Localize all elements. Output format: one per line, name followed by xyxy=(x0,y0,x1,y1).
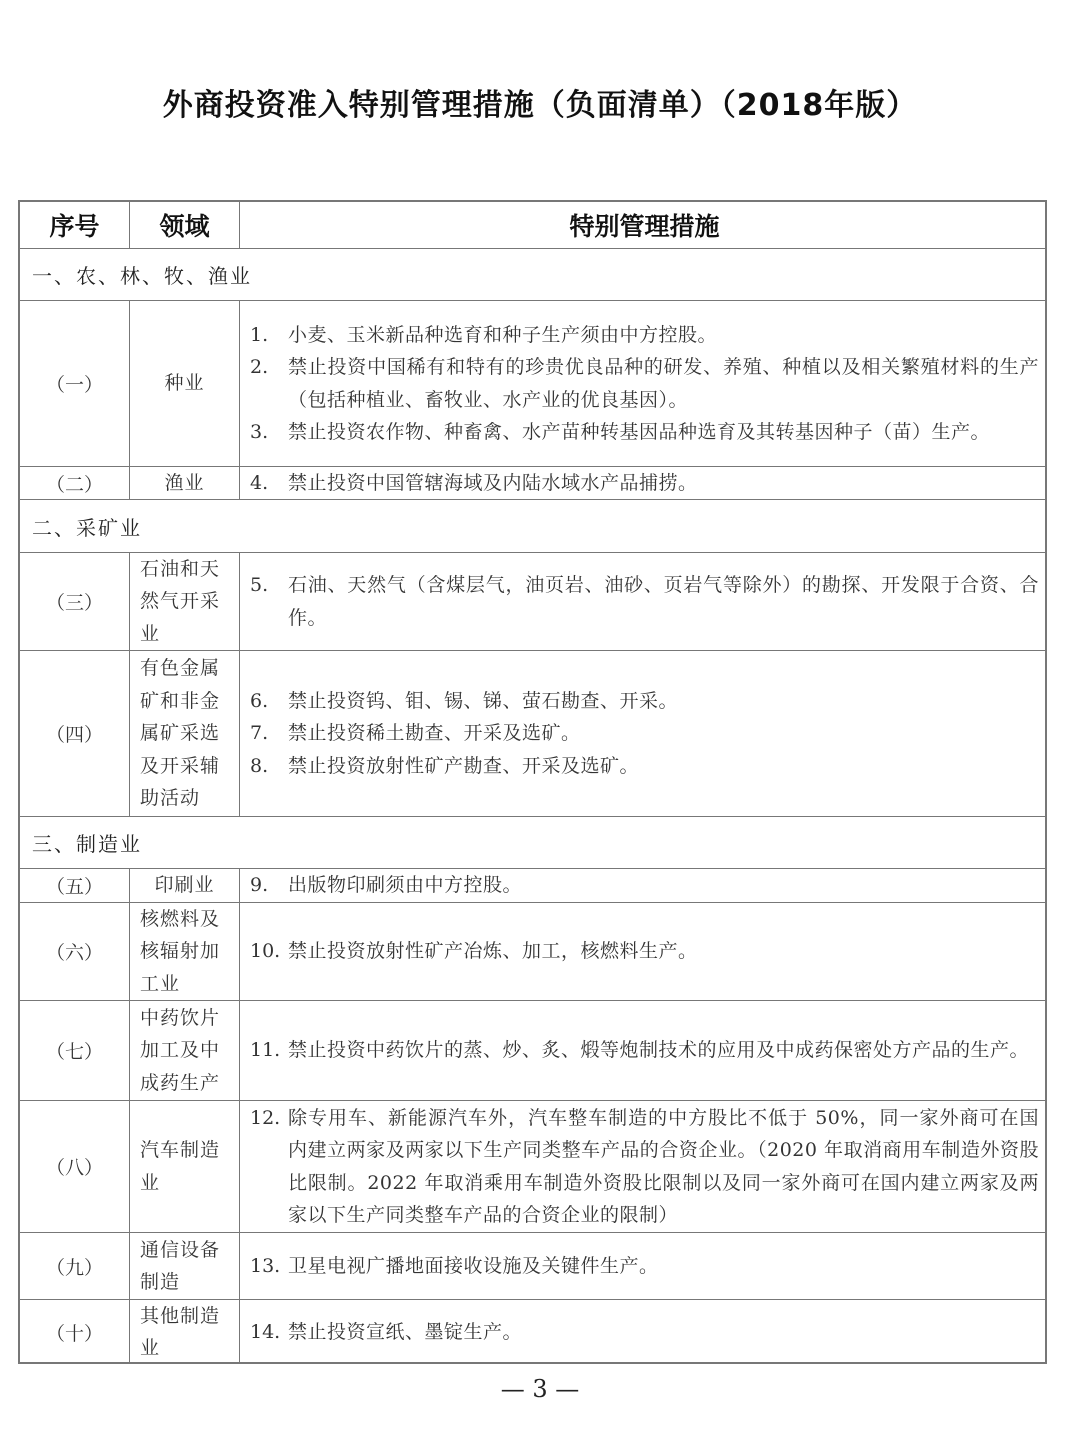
measure-text: 出版物印刷须由中方控股。 xyxy=(288,874,523,897)
measure-text: 小麦、玉米新品种选育和种子生产须由中方控股。 xyxy=(288,323,718,346)
measure-text: 禁止投资农作物、种畜禽、水产苗种转基因品种选育及其转基因种子（苗）生产。 xyxy=(288,421,991,443)
row-domain: 种业 xyxy=(130,301,240,466)
measure-item xyxy=(250,935,1039,968)
measure-item xyxy=(250,1316,1039,1349)
measure-text: 禁止投资中药饮片的蒸、炒、炙、煅等炮制技术的应用及中成药保密处方产品的生产。 xyxy=(288,1039,1030,1062)
row-domain: 渔业 xyxy=(130,467,240,499)
row-index: （一） xyxy=(20,301,130,466)
row-measures xyxy=(240,903,1049,1000)
measure-item xyxy=(250,1250,1039,1283)
measure-item xyxy=(250,416,1039,449)
measure-text: 禁止投资中国管辖海域及内陆水域水产品捕捞。 xyxy=(288,471,698,494)
measure-item xyxy=(250,869,1039,902)
row-index: （二） xyxy=(20,467,130,499)
measure-text: 禁止投资中国稀有和特有的珍贵优良品种的研发、养殖、种植以及相关繁殖材料的生产（包括种植业、畜牧业、水产业的优良基因）。 xyxy=(288,356,1039,411)
measure-number: 2. xyxy=(250,356,269,378)
table-row xyxy=(20,1233,1045,1300)
measure-text: 禁止投资放射性矿产冶炼、加工，核燃料生产。 xyxy=(288,940,698,963)
page-number: — 3 — xyxy=(500,1375,580,1403)
row-index: （四） xyxy=(20,651,130,816)
row-measures xyxy=(240,1101,1049,1232)
row-index: （三） xyxy=(20,553,130,650)
measure-number: 11. xyxy=(250,1039,281,1062)
row-measures xyxy=(240,1001,1049,1100)
measure-number: 7. xyxy=(250,722,269,745)
row-measures xyxy=(240,467,1049,499)
row-domain: 其他制造业 xyxy=(130,1300,240,1364)
table-row xyxy=(20,1300,1045,1364)
row-domain: 石油和天然气开采业 xyxy=(130,553,240,650)
table-row xyxy=(20,301,1045,467)
section-heading-row xyxy=(20,249,1045,301)
measure-item xyxy=(250,717,1039,750)
row-measures xyxy=(240,869,1049,902)
row-measures xyxy=(240,301,1049,466)
row-index: （七） xyxy=(20,1001,130,1100)
row-index: （六） xyxy=(20,903,130,1000)
section-title: 二、采矿业 xyxy=(32,515,142,540)
measure-number: 13. xyxy=(250,1254,281,1277)
table-row xyxy=(20,869,1045,903)
section-title: 三、制造业 xyxy=(32,832,142,856)
table-row xyxy=(20,903,1045,1001)
header-domain: 领域 xyxy=(130,202,240,248)
row-measures xyxy=(240,1233,1049,1299)
header-index: 序号 xyxy=(20,202,130,248)
section-heading-row xyxy=(20,500,1045,553)
negative-list-table xyxy=(18,200,1047,1364)
measure-number: 6. xyxy=(250,689,269,712)
row-index: （八） xyxy=(20,1101,130,1232)
table-row xyxy=(20,553,1045,651)
measure-item xyxy=(250,351,1039,416)
row-domain: 汽车制造业 xyxy=(130,1101,240,1232)
header-measures: 特别管理措施 xyxy=(569,212,720,241)
measure-item xyxy=(250,467,1039,500)
table-header-row xyxy=(20,202,1045,249)
measure-number: 12. xyxy=(250,1106,281,1129)
table-row xyxy=(20,651,1045,817)
measure-number: 9. xyxy=(250,874,269,897)
measure-text: 石油、天然气（含煤层气，油页岩、油砂、页岩气等除外）的勘探、开发限于合资、合作。 xyxy=(288,574,1039,629)
row-domain: 印刷业 xyxy=(130,869,240,902)
document-title: 外商投资准入特别管理措施（负面清单）（2018年版） xyxy=(162,88,918,123)
row-measures xyxy=(240,553,1049,650)
measure-item xyxy=(250,319,1039,352)
row-domain: 核燃料及核辐射加工业 xyxy=(130,903,240,1000)
table-row xyxy=(20,1001,1045,1101)
table-row xyxy=(20,1101,1045,1233)
table-row xyxy=(20,467,1045,500)
measure-item xyxy=(250,569,1039,634)
measure-text: 禁止投资放射性矿产勘查、开采及选矿。 xyxy=(288,754,640,777)
measure-number: 1. xyxy=(250,323,269,346)
row-measures xyxy=(240,1300,1049,1364)
measure-number: 5. xyxy=(250,574,269,596)
measure-text: 卫星电视广播地面接收设施及关键件生产。 xyxy=(288,1254,659,1277)
measure-number: 4. xyxy=(250,471,269,494)
section-title: 一、农、林、牧、渔业 xyxy=(32,264,252,288)
measure-text: 除专用车、新能源汽车外，汽车整车制造的中方股比不低于 50%，同一家外商可在国内建立两家及两家以下生产同类整车产品的合资企业。（2020 年取消商用车制造外资股比限制。2022 年取消乘用车制造外资股比限制以及同一家外商可在国内建立两家及两家以下生产同类整车产品的合资企业的限制） xyxy=(288,1106,1039,1226)
measure-item xyxy=(250,685,1039,718)
row-index: （十） xyxy=(20,1300,130,1364)
measure-number: 14. xyxy=(250,1320,281,1343)
measure-text: 禁止投资钨、钼、锡、锑、萤石勘查、开采。 xyxy=(288,689,679,712)
row-domain: 通信设备制造 xyxy=(130,1233,240,1299)
measure-item xyxy=(250,1034,1039,1067)
row-measures xyxy=(240,651,1049,816)
row-index: （五） xyxy=(20,869,130,902)
row-domain: 中药饮片加工及中成药生产 xyxy=(130,1001,240,1100)
measure-number: 8. xyxy=(250,754,269,777)
section-heading-row xyxy=(20,817,1045,869)
row-domain: 有色金属矿和非金属矿采选及开采辅助活动 xyxy=(130,651,240,816)
row-index: （九） xyxy=(20,1233,130,1299)
measure-text: 禁止投资稀土勘查、开采及选矿。 xyxy=(288,722,581,745)
measure-item xyxy=(250,1102,1039,1232)
measure-text: 禁止投资宣纸、墨锭生产。 xyxy=(288,1320,523,1343)
measure-number: 10. xyxy=(250,940,281,963)
measure-item xyxy=(250,750,1039,783)
measure-number: 3. xyxy=(250,421,269,443)
